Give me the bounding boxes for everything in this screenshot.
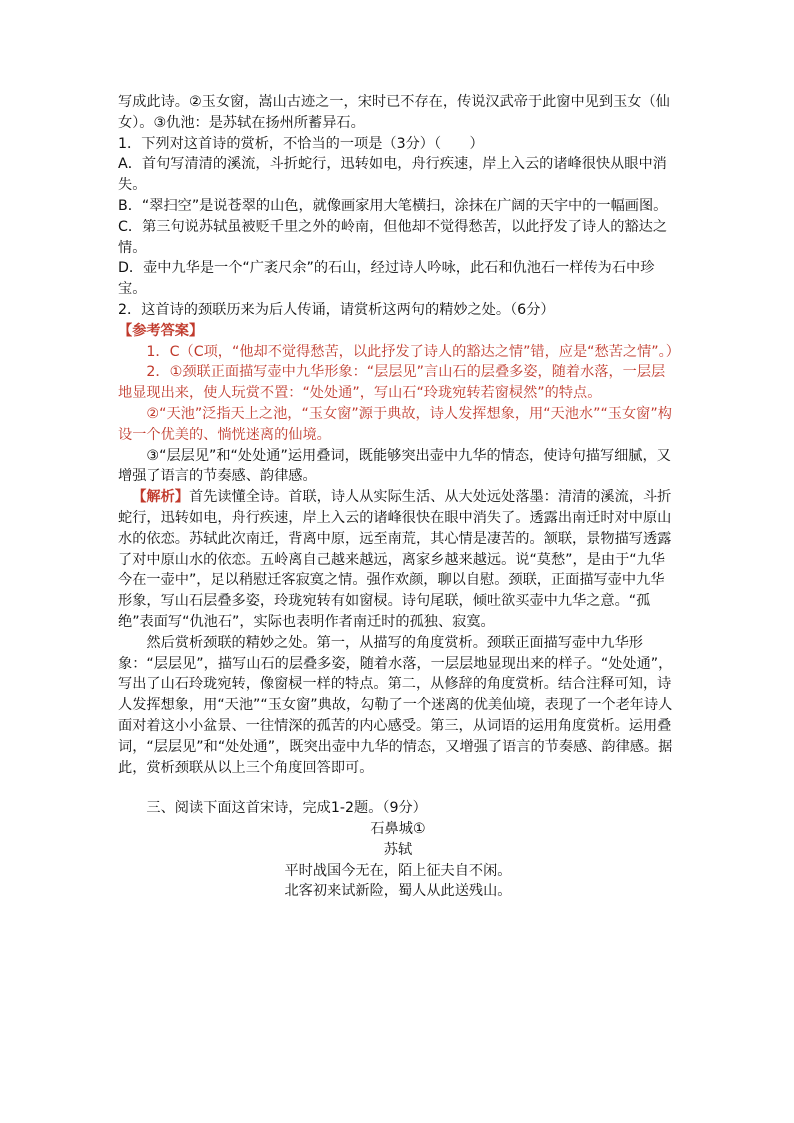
spacer [118, 778, 678, 798]
answer-2-part-2: ②“天池”泛指天上之池，“玉女窗”源于典故，诗人发挥想象，用“天池水”“玉女窗”构设一个优美的、惝恍迷离的仙境。 [118, 405, 672, 443]
poem-line-1: 平时战国今无在，陌上征夫自不闲。 [284, 862, 512, 879]
document-page [118, 92, 678, 902]
question-1: 1．下列对这首诗的赏析，不恰当的一项是（3分）（ ） [118, 135, 484, 152]
option-c: C．第三句说苏轼虽被贬千里之外的岭南，但他却不觉得愁苦，以此抒发了诗人的豁达之情。 [118, 218, 668, 256]
answer-1: 1．C（C项，“他却不觉得愁苦，以此抒发了诗人的豁达之情”错，应是“愁苦之情”。） [146, 343, 680, 360]
answer-2-part-1-text: 2．①颈联正面描写壶中九华形象：“层层见”言山石的层叠多姿，随着水落，一层层地显现出来，使人玩赏不置：“处处通”，写山石“玲珑宛转若窗棂然”的特点。 [118, 364, 666, 402]
note-text: 写成此诗。②玉女窗，嵩山古迹之一，宋时已不存在，传说汉武帝于此窗中见到玉女（仙女）。③仇池：是苏轼在扬州所蓄异石。 [118, 94, 670, 131]
poem-line-2: 北客初来试新险，蜀人从此送残山。 [284, 883, 512, 900]
option-b: B．“翠扫空”是说苍翠的山色，就像画家用大笔横扫，涂抹在广阔的天宇中的一幅画图。 [118, 197, 668, 214]
answer-heading: 【参考答案】 [118, 322, 204, 339]
analysis-text-1: 首先读懂全诗。首联，诗人从实际生活、从大处远处落墨：清清的溪流，斗折蛇行，迅转如电，舟行疾速，岸上入云的诸峰很快在眼中消失了。透露出南迁时对中原山水的依恋。苏轼此次南迁，背离中原，远至南荒，其心情是凄苦的。颔联，景物描写透露了对中原山水的依恋。五岭离自己越来越远，离家乡越来越远。说“莫愁”，是由于“九华今在一壶中”，足以稍慰迁客寂寞之情。强作欢颜，聊以自慰。颈联，正面描写壶中九华形象，写山石层叠多姿，玲珑宛转有如窗棂。诗句尾联，倾吐欲买壶中九华之意。“孤绝”表面写“仇池石”，实际也表明作者南迁时的孤独、寂寞。 [118, 489, 672, 630]
section-3-heading: 三、阅读下面这首宋诗，完成1-2题。（9分） [146, 800, 427, 817]
option-d: D．壶中九华是一个“广袤尺余”的石山，经过诗人吟咏，此石和仇池石一样传为石中珍宝。 [118, 260, 655, 298]
analysis-paragraph-1 [118, 487, 678, 633]
poem-title: 石鼻城① [370, 821, 426, 838]
analysis-paragraph-2: 然后赏析颈联的精妙之处。第一，从描写的角度赏析。颈联正面描写壶中九华形象：“层层见”，描写山石的层叠多姿，随着水落，一层层地显现出来的样子。“处处通”，写出了山石玲珑宛转，像窗棂一样的特点。第二，从修辞的角度赏析。结合注释可知，诗人发挥想象，用“天池”“玉女窗”典故，勾勒了一个迷离的优美仙境，表现了一个老年诗人面对着这小小盆景、一往情深的孤苦的内心感受。第三，从词语的运用角度赏析。运用叠词，“层层见”和“处处通”，既突出壶中九华的情态，又增强了语言的节奏感、韵律感。据此，赏析颈联从以上三个角度回答即可。 [118, 634, 673, 776]
question-2: 2．这首诗的颈联历来为后人传诵，请赏析这两句的精妙之处。（6分） [118, 301, 555, 318]
answer-2-part-3: ③“层层见”和“处处通”运用叠词，既能够突出壶中九华的情态，使诗句描写细腻，又增强了语言的节奏感、韵律感。 [118, 447, 671, 485]
answer-2-part-1 [118, 362, 678, 404]
poem-author: 苏轼 [383, 841, 413, 858]
option-a: A．首句写清清的溪流，斗折蛇行，迅转如电，舟行疾速，岸上入云的诸峰很快从眼中消失。 [118, 156, 667, 194]
analysis-tag: 【解析】 [132, 489, 189, 506]
